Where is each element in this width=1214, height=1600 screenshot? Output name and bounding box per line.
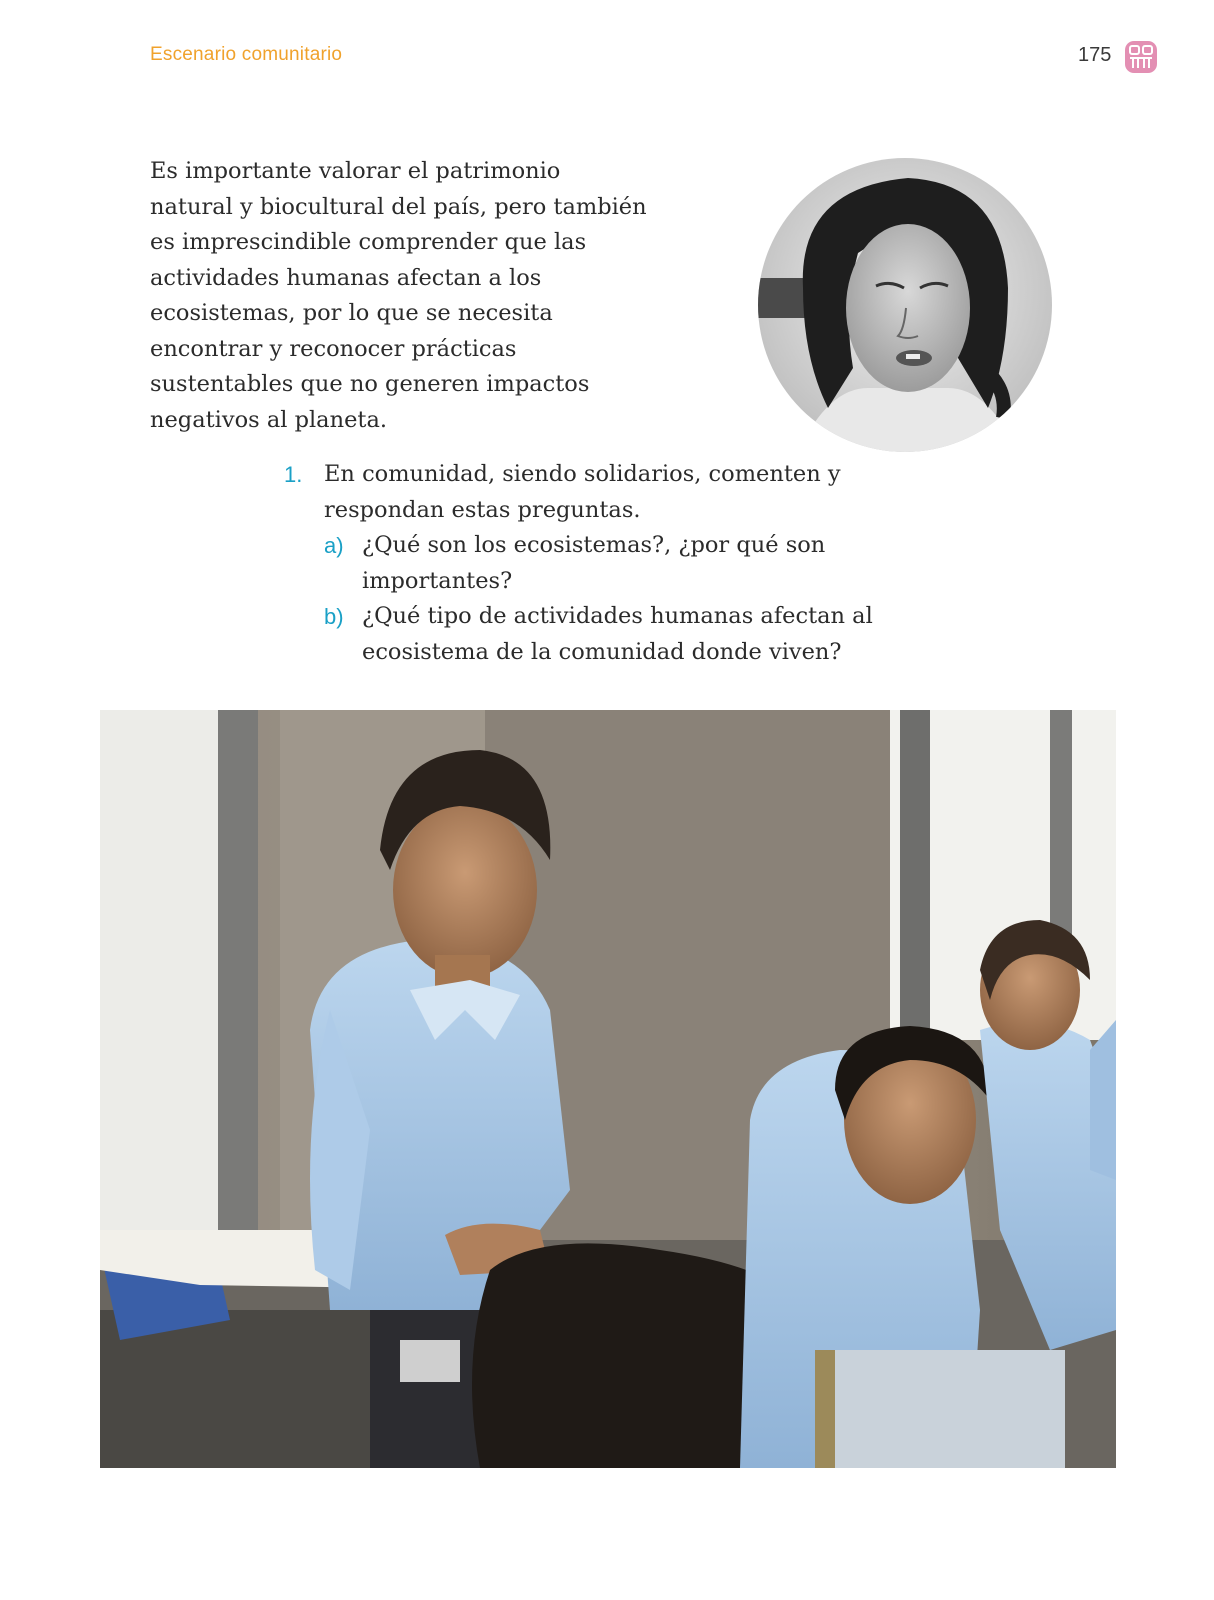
activity-number: 1. — [284, 462, 303, 487]
question-text: ¿Qué tipo de actividades humanas afectan al ecosistema de la comunidad donde viven? — [362, 603, 873, 665]
classroom-photo — [100, 710, 1116, 1468]
activity-block — [284, 457, 964, 670]
section-title: Escenario comunitario — [150, 44, 343, 65]
question-label: a) — [324, 533, 344, 558]
question-item — [324, 528, 964, 599]
classroom-glyph-icon — [1124, 40, 1158, 74]
page-number: 175 — [1078, 44, 1112, 66]
question-item — [324, 599, 964, 670]
activity-prompt: En comunidad, siendo solidarios, comenten y respondan estas preguntas. — [324, 461, 841, 523]
question-label: b) — [324, 604, 344, 629]
question-text: ¿Qué son los ecosistemas?, ¿por qué son importantes? — [362, 532, 826, 594]
intro-paragraph: Es importante valorar el patrimonio natural y biocultural del país, pero también es imprescindible comprender que las actividades humanas afectan a los ecosistemas, por lo que se necesita encontrar y reconocer prácticas sustentables que no generen impactos negativos al planeta. — [150, 158, 647, 433]
girl-portrait-photo — [758, 158, 1052, 452]
